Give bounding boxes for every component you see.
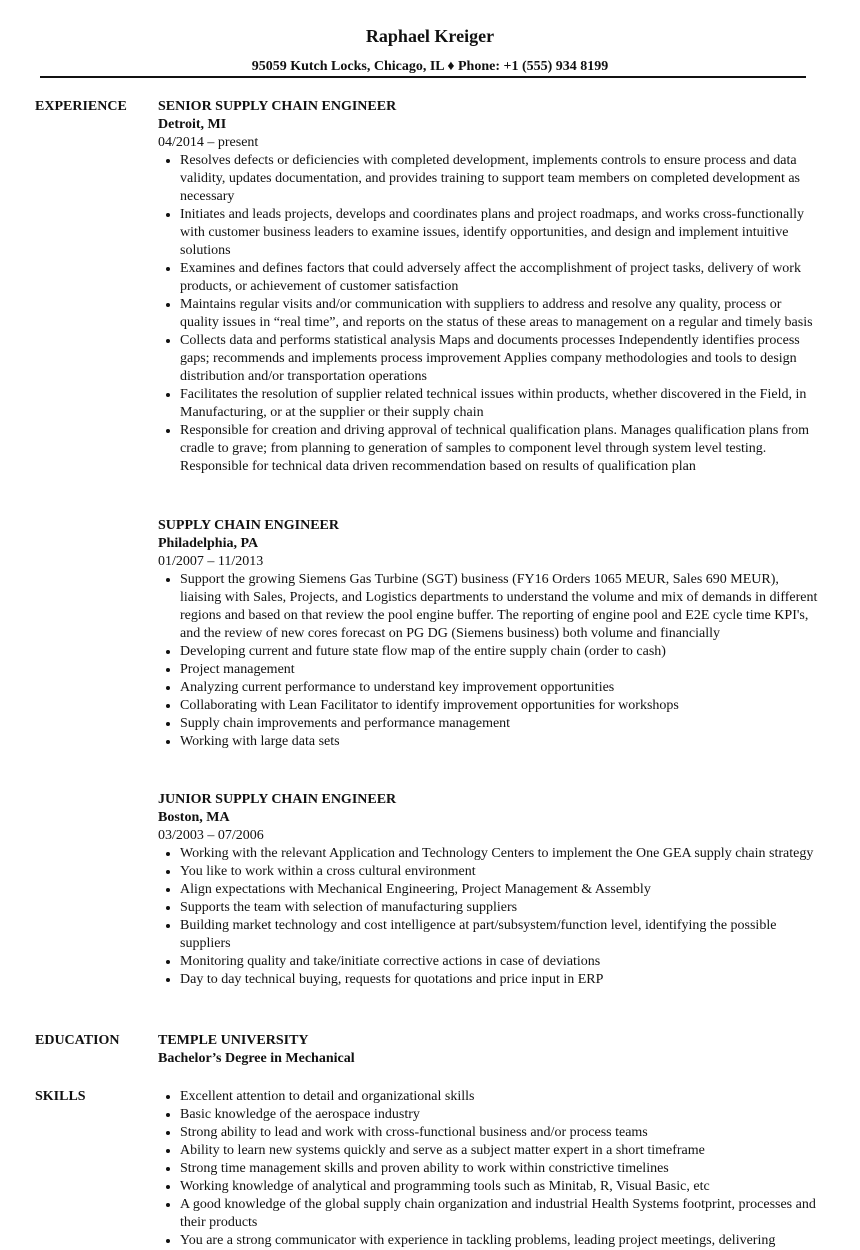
- list-item: • Responsible for creation and driving approval of technical qualification plans. Manages qualification plans from cradle to grave; from planning to generation of samples to component level through system level testing. Responsible for technical data driven recommendation based on results of qualification plan: [180, 422, 818, 476]
- list-item: • Strong ability to lead and work with cross-functional business and/or process teams: [180, 1124, 818, 1142]
- list-item: • Support the growing Siemens Gas Turbine (SGT) business (FY16 Orders 1065 MEUR, Sales 690 MEUR), liaising with Sales, Projects, and Logistics departments to understand the volume and mix of demands in different regions and based on that review the pool engine buffer. The reporting of engine pool and E2E cycle time KPI's, and the review of new cores forecast on PG DG (Siemens business) both volume and financially: [180, 571, 818, 643]
- job-entry-3: [158, 791, 818, 989]
- list-item: • A good knowledge of the global supply chain organization and industrial Health Systems footprint, processes and their products: [180, 1196, 818, 1232]
- header-divider: [40, 76, 806, 78]
- list-item: • Maintains regular visits and/or communication with suppliers to address and resolve any quality, process or quality issues in “real time”, and reports on the status of these areas to management on a regular and timely basis: [180, 296, 818, 332]
- job-dates: 03/2003 – 07/2006: [158, 828, 264, 843]
- list-item: • Excellent attention to detail and organizational skills: [180, 1088, 818, 1106]
- list-item: • Align expectations with Mechanical Engineering, Project Management & Assembly: [180, 881, 818, 899]
- list-item: • Working knowledge of analytical and programming tools such as Minitab, R, Visual Basic, etc: [180, 1178, 818, 1196]
- list-item: • Resolves defects or deficiencies with completed development, implements controls to ensure process and data validity, updates documentation, and provides training to support team members on completed development as necessary: [180, 152, 818, 206]
- list-item: • Collects data and performs statistical analysis Maps and documents processes Independently identifies process gaps; recommends and implements process improvement Applies company methodologies and tools to design distribution and/or transportation operations: [180, 332, 818, 386]
- degree: Bachelor’s Degree in Mechanical: [158, 1051, 355, 1066]
- school-name: TEMPLE UNIVERSITY: [158, 1033, 309, 1048]
- list-item: • Collaborating with Lean Facilitator to identify improvement opportunities for workshops: [180, 697, 818, 715]
- skills-bullets: [158, 1088, 818, 1250]
- job-bullets: [158, 571, 818, 751]
- education-section-label: EDUCATION: [35, 1033, 120, 1048]
- education-entry: [158, 1032, 818, 1068]
- list-item: • Analyzing current performance to understand key improvement opportunities: [180, 679, 818, 697]
- list-item: • Building market technology and cost intelligence at part/subsystem/function level, identifying the possible suppliers: [180, 917, 818, 953]
- job-dates: 04/2014 – present: [158, 135, 259, 150]
- list-item: • Basic knowledge of the aerospace industry: [180, 1106, 818, 1124]
- list-item: • Examines and defines factors that could adversely affect the accomplishment of project tasks, delivery of work products, or achievement of customer satisfaction: [180, 260, 818, 296]
- job-title: SENIOR SUPPLY CHAIN ENGINEER: [158, 99, 397, 114]
- job-bullets: [158, 845, 818, 989]
- list-item: • You like to work within a cross cultural environment: [180, 863, 818, 881]
- skills-section-label: SKILLS: [35, 1089, 86, 1104]
- skills-list: [158, 1088, 818, 1250]
- list-item: • Working with large data sets: [180, 733, 818, 751]
- list-item: • You are a strong communicator with experience in tackling problems, leading project meetings, delivering: [180, 1232, 818, 1250]
- list-item: • Monitoring quality and take/initiate corrective actions in case of deviations: [180, 953, 818, 971]
- contact-line: 95059 Kutch Locks, Chicago, IL ♦ Phone: +1 (555) 934 8199: [251, 59, 609, 74]
- list-item: • Working with the relevant Application and Technology Centers to implement the One GEA supply chain strategy: [180, 845, 818, 863]
- job-dates: 01/2007 – 11/2013: [158, 554, 264, 569]
- list-item: • Supply chain improvements and performance management: [180, 715, 818, 733]
- job-title: SUPPLY CHAIN ENGINEER: [158, 518, 339, 533]
- list-item: • Ability to learn new systems quickly and serve as a subject matter expert in a short timeframe: [180, 1142, 818, 1160]
- list-item: • Day to day technical buying, requests for quotations and price input in ERP: [180, 971, 818, 989]
- list-item: • Initiates and leads projects, develops and coordinates plans and project roadmaps, and works cross-functionally with customer business leaders to examine issues, identify opportunities, and design and implement intuitive solutions: [180, 206, 818, 260]
- experience-section-label: EXPERIENCE: [35, 99, 127, 114]
- list-item: • Developing current and future state flow map of the entire supply chain (order to cash): [180, 643, 818, 661]
- job-entry-1: [158, 98, 818, 476]
- list-item: • Facilitates the resolution of supplier related technical issues within products, whether discovered in the Field, in Manufacturing, or at the supplier or their supply chain: [180, 386, 818, 422]
- job-location: Boston, MA: [158, 810, 230, 825]
- job-location: Detroit, MI: [158, 117, 227, 132]
- job-title: JUNIOR SUPPLY CHAIN ENGINEER: [158, 792, 397, 807]
- list-item: • Supports the team with selection of manufacturing suppliers: [180, 899, 818, 917]
- job-bullets: [158, 152, 818, 476]
- job-location: Philadelphia, PA: [158, 536, 259, 551]
- job-entry-2: [158, 517, 818, 751]
- list-item: • Strong time management skills and proven ability to work within constrictive timelines: [180, 1160, 818, 1178]
- list-item: • Project management: [180, 661, 818, 679]
- candidate-name: Raphael Kreiger: [365, 26, 495, 46]
